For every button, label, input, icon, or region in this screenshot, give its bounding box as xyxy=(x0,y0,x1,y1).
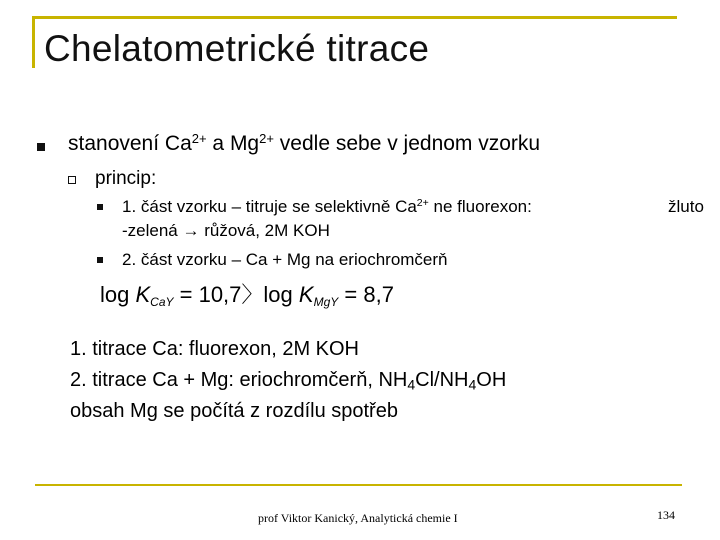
bullet-small-square-icon xyxy=(97,204,103,210)
body-line-2: 2. titrace Ca + Mg: eriochromčerň, $NH_4Cl/NH_4OH$ xyxy=(70,369,507,393)
bullet-small-square-icon xyxy=(97,257,103,263)
sub-bullet-first: 1. část vzorku – titruje se selektivně $Ca^{2+}$ ne fluorexon: xyxy=(122,197,532,216)
title-frame-left xyxy=(32,16,35,68)
bullet-square-icon xyxy=(37,143,45,151)
body-line-1: 1. titrace Ca: fluorexon, 2M KOH xyxy=(70,338,360,360)
sub-bullet-first-color: žluto xyxy=(668,197,704,216)
footer-author: prof Viktor Kanický, Analytická chemie I xyxy=(258,511,458,525)
body-line-3: obsah Mg se počítá z rozdílu spotřeb xyxy=(70,400,398,422)
hollow-bullet-icon xyxy=(68,176,76,184)
footer-divider xyxy=(35,484,682,486)
bullet-principle: princip: xyxy=(95,168,157,189)
bullet-main: stanovení $Ca^{2+}$ a $Mg^{2+}$ vedle sebe v jednom vzorku xyxy=(68,130,541,155)
stability-constant-formula: $\log K_{CaY} = 10,7$〉$\log K_{MgY} = 8,7$ xyxy=(100,282,394,309)
page-number: 134 xyxy=(657,508,675,522)
title-frame-top xyxy=(32,16,677,19)
sub-bullet-second: 2. část vzorku – Ca + Mg na eriochromčerň xyxy=(122,250,448,269)
page-title: Chelatometrické titrace xyxy=(44,28,430,69)
sub-bullet-first-line2: -zelená → růžová, 2M KOH xyxy=(122,221,330,240)
